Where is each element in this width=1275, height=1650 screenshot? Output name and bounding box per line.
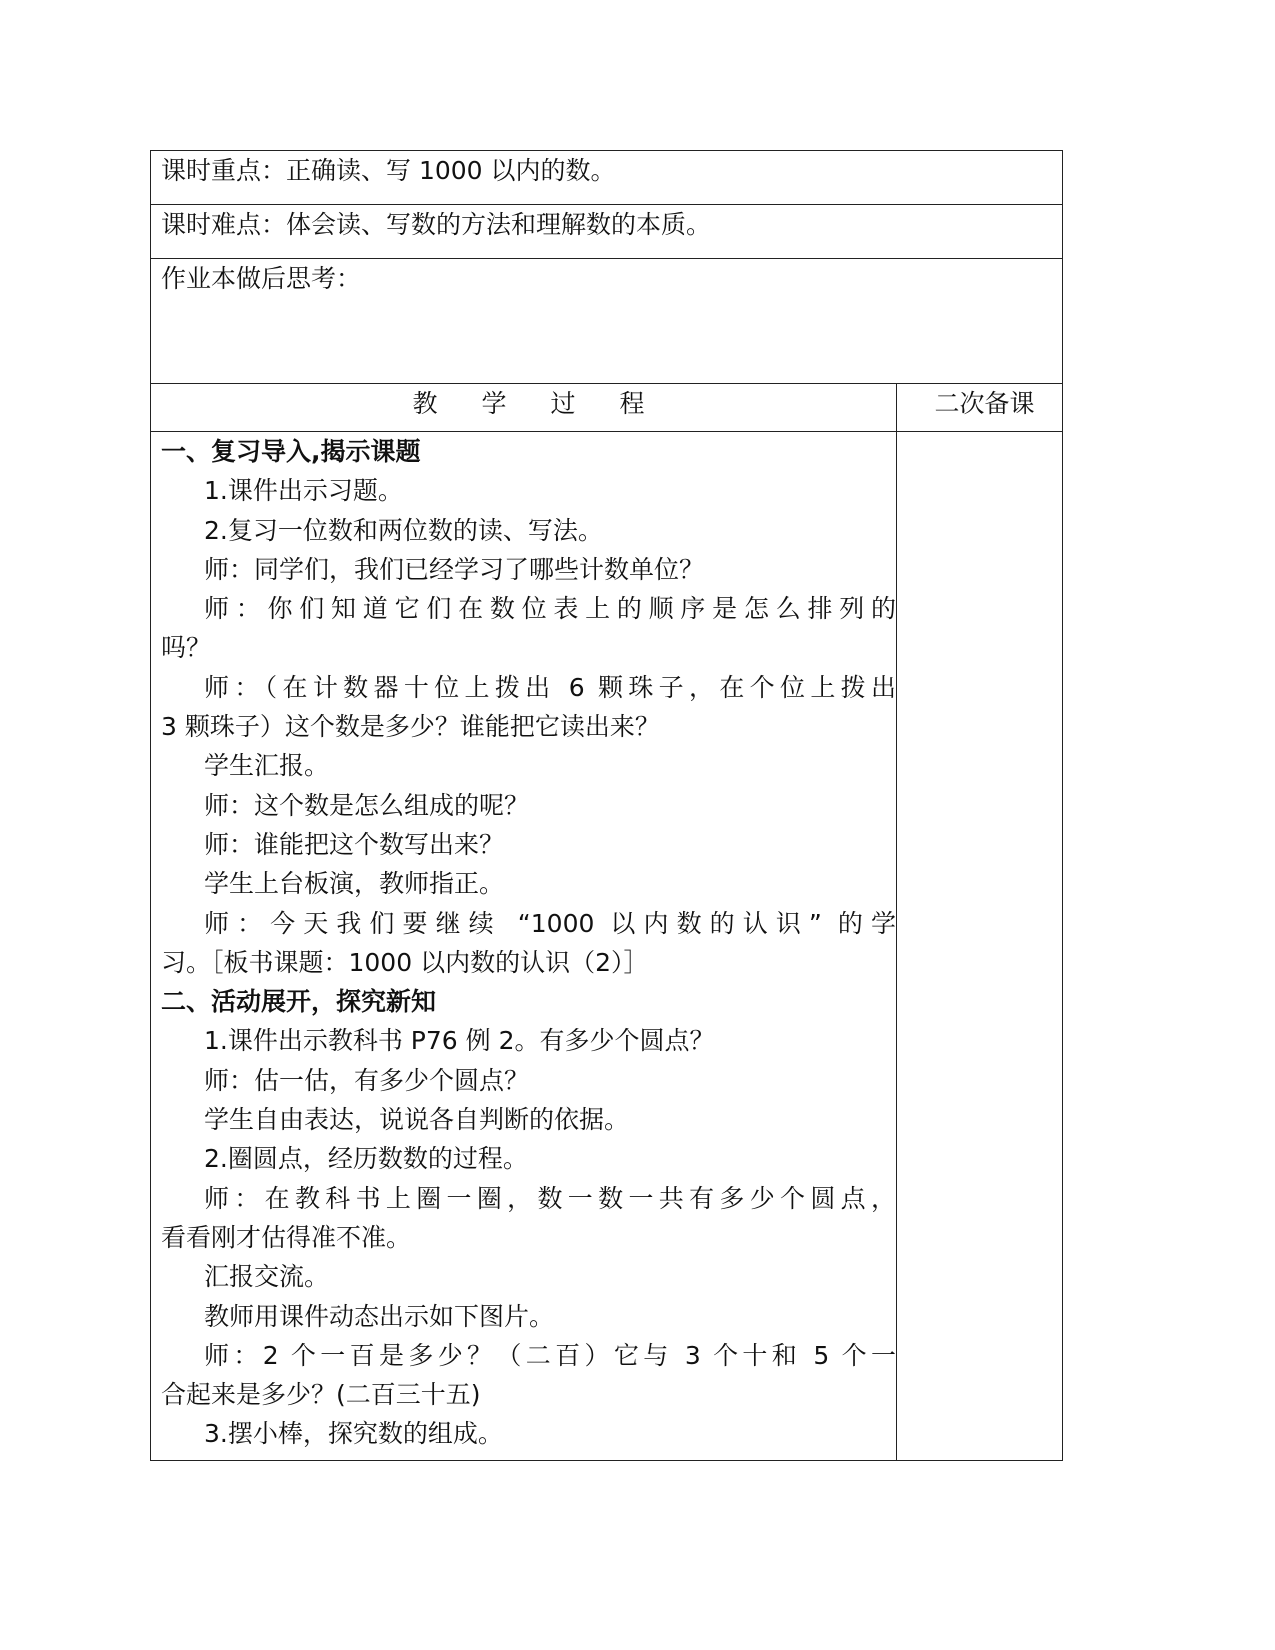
key-point-row <box>151 151 1063 205</box>
process-line: 师：同学们，我们已经学习了哪些计数单位？ <box>204 554 705 584</box>
process-line: 3.摆小棒，探究数的组成。 <box>204 1419 503 1449</box>
process-line: 1.课件出示习题。 <box>204 476 403 506</box>
difficulty-cell <box>151 205 1063 259</box>
homework-reflection-row <box>151 259 1063 384</box>
lesson-plan-table <box>150 150 1063 1461</box>
process-line: 师：2 个一百是多少？（二百）它与 3 个十和 5 个一 <box>204 1340 896 1370</box>
process-body-row <box>151 432 1063 1461</box>
process-line: 师：估一估，有多少个圆点？ <box>204 1065 530 1095</box>
section-heading: 二、活动展开，探究新知 <box>161 987 437 1017</box>
homework-reflection-cell <box>151 259 1063 384</box>
process-line: 师：你们知道它们在数位表上的顺序是怎么排列的 <box>204 594 896 624</box>
process-line: 看看刚才估得准不准。 <box>161 1222 412 1252</box>
header-char: 教 <box>412 389 438 418</box>
process-line: 教师用课件动态出示如下图片。 <box>204 1301 555 1331</box>
process-line: 学生上台板演，教师指正。 <box>204 869 505 899</box>
process-line: 2.圈圆点，经历数数的过程。 <box>204 1144 528 1174</box>
header-char: 学 <box>481 389 507 418</box>
process-line: 汇报交流。 <box>204 1262 330 1292</box>
second-prep-header <box>897 384 1063 432</box>
key-point-cell <box>151 151 1063 205</box>
teaching-process-content <box>151 432 897 1461</box>
process-line: 师：谁能把这个数写出来？ <box>204 829 505 859</box>
process-line: 师：今天我们要继续 “1000 以内数的认识” 的学 <box>204 908 896 938</box>
key-point-text: 课时重点：正确读、写 1000 以内的数。 <box>161 156 616 185</box>
difficulty-row <box>151 205 1063 259</box>
process-line: 3 颗珠子）这个数是多少？谁能把它读出来？ <box>161 712 660 742</box>
second-prep-notes-cell <box>897 432 1063 1461</box>
second-prep-label: 二次备课 <box>934 389 1035 418</box>
process-line: 2.复习一位数和两位数的读、写法。 <box>204 515 603 545</box>
process-line: 1.课件出示教科书 P76 例 2。有多少个圆点？ <box>204 1026 715 1056</box>
process-line: 学生汇报。 <box>204 751 330 781</box>
process-line: 师：在教科书上圈一圈，数一数一共有多少个圆点， <box>204 1183 896 1213</box>
teaching-process-header <box>151 384 897 432</box>
process-line: 师：（在计数器十位上拨出 6 颗珠子，在个位上拨出 <box>204 672 896 702</box>
homework-reflection-text: 作业本做后思考： <box>161 264 362 293</box>
process-line: 师：这个数是怎么组成的呢？ <box>204 790 530 820</box>
process-line: 学生自由表达，说说各自判断的依据。 <box>204 1105 630 1135</box>
header-char: 程 <box>619 389 645 418</box>
process-header-row <box>151 384 1063 432</box>
process-line: 吗？ <box>161 633 212 663</box>
process-line: 习。［板书课题：1000 以内数的认识（2）］ <box>161 947 649 977</box>
header-char: 过 <box>550 389 576 418</box>
process-line: 合起来是多少？(二百三十五) <box>161 1380 481 1410</box>
difficulty-text: 课时难点：体会读、写数的方法和理解数的本质。 <box>161 210 712 239</box>
section-heading: 一、复习导入,揭示课题 <box>161 437 421 466</box>
